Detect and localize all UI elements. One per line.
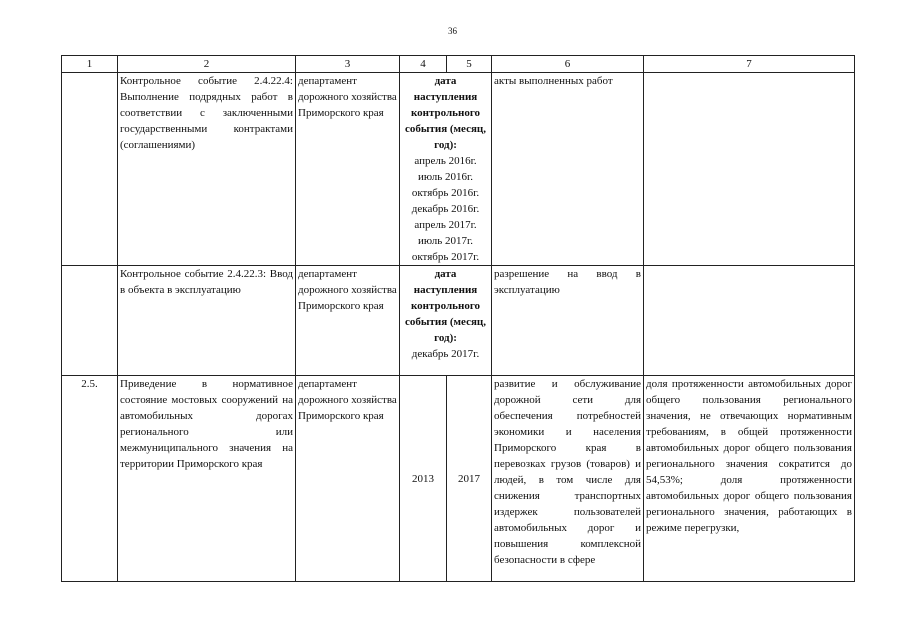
period-dates: апрель 2016г. июль 2016г. октябрь 2016г. декабрь 2016г. апрель 2017г. июль 2017г. октябрь 2017г. xyxy=(411,155,480,263)
indicator: доля протяженности автомобильных дорог общего пользования регионального значения, не отвечающих нормативным требованиям, в общей протяженности автомобильных дорог общего пользования регионального значения сократится до 54,53%; доля протяженности автомобильных дорог общего пользования регионального значения, работающих в режиме перегрузки, xyxy=(644,376,855,582)
control-event-period xyxy=(400,266,492,376)
row-number xyxy=(62,266,118,376)
row-number xyxy=(62,73,118,266)
indicator xyxy=(644,266,855,376)
period-title: дата наступления контрольного события (месяц, год): xyxy=(404,268,486,344)
column-header: 7 xyxy=(644,56,855,73)
event-description: Контрольное событие 2.4.22.3: Ввод в объекта в эксплуатацию xyxy=(118,266,296,376)
period-dates: декабрь 2017г. xyxy=(411,348,480,360)
table-row xyxy=(62,376,855,582)
expected-result: акты выполненных работ xyxy=(492,73,644,266)
period-title: дата наступления контрольного события (месяц, год): xyxy=(404,75,486,151)
executor: департамент дорожного хозяйства Приморского края xyxy=(296,266,400,376)
event-description: Приведение в нормативное состояние мостовых сооружений на автомобильных дорогах регионального или межмуниципального значения на территории Приморского края xyxy=(118,376,296,582)
column-header: 6 xyxy=(492,56,644,73)
executor: департамент дорожного хозяйства Приморского края xyxy=(296,73,400,266)
event-description: Контрольное событие 2.4.22.4: Выполнение подрядных работ в соответствии с заключенными государственными контрактами (соглашениями) xyxy=(118,73,296,266)
column-header: 4 xyxy=(400,56,447,73)
row-number: 2.5. xyxy=(62,376,118,582)
column-header: 2 xyxy=(118,56,296,73)
expected-result: развитие и обслуживание дорожной сети для обеспечения потребностей экономики и населения Приморского края в перевозках грузов (товаров) и людей, в том числе для снижения транспортных издержек пользователей автомобильных дорог и повышения комплексной безопасности в сфере xyxy=(492,376,644,582)
column-header: 3 xyxy=(296,56,400,73)
expected-result: разрешение на ввод в эксплуатацию xyxy=(492,266,644,376)
column-header: 1 xyxy=(62,56,118,73)
start-year: 2013 xyxy=(400,376,447,582)
program-activities-table xyxy=(61,55,855,582)
end-year: 2017 xyxy=(447,376,492,582)
column-number-header-row xyxy=(62,56,855,73)
executor: департамент дорожного хозяйства Приморского края xyxy=(296,376,400,582)
column-header: 5 xyxy=(447,56,492,73)
table-row xyxy=(62,266,855,376)
page-number: 36 xyxy=(448,26,457,36)
table-row xyxy=(62,73,855,266)
control-event-period xyxy=(400,73,492,266)
indicator xyxy=(644,73,855,266)
